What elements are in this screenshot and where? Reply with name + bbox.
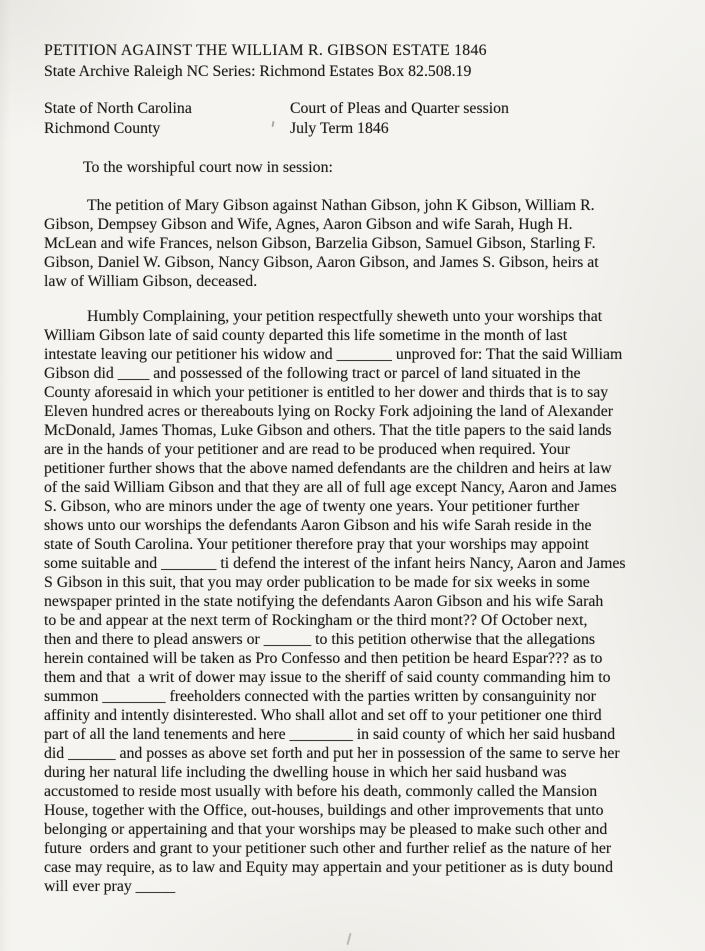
text-line: The petition of Mary Gibson against Nathan Gibson, john K Gibson, William R. xyxy=(87,197,595,214)
text-line: William Gibson late of said county departed this life sometime in the month of last xyxy=(44,327,568,344)
text-line: affinity and intently disinterested. Who shall allot and set off to your petitioner one third xyxy=(44,707,602,724)
text-line: McLean and wife Frances, nelson Gibson, Barzelia Gibson, Samuel Gibson, Starling F. xyxy=(44,235,596,252)
text-line: some suitable and _______ ti defend the interest of the infant heirs Nancy, Aaron and James xyxy=(44,555,626,572)
text-line: did ______ and posses as above set forth and put her in possession of the same to serve her xyxy=(44,745,620,762)
text-line: Gibson, Dempsey Gibson and Wife, Agnes, Aaron Gibson and wife Sarah, Hugh H. xyxy=(44,216,573,233)
text-line: future orders and grant to your petitioner such other and further relief as the nature of her xyxy=(44,840,612,857)
text-line: are in the hands of your petitioner and are read to be produced when required. Your xyxy=(44,441,570,458)
text-line: Humbly Complaining, your petition respectfully sheweth unto your worships that xyxy=(87,308,603,325)
text-line: McDonald, James Thomas, Luke Gibson and others. That the title papers to the said lands xyxy=(44,422,612,439)
text-line: will ever pray _____ xyxy=(44,878,176,895)
text-line: petitioner further shows that the above named defendants are the children and heirs at law xyxy=(44,460,612,477)
document-title: PETITION AGAINST THE WILLIAM R. GIBSON ESTATE 1846 xyxy=(44,42,487,59)
scan-artifact-tick xyxy=(346,933,351,945)
text-line: S Gibson in this suit, that you may order publication to be made for six weeks in some xyxy=(44,574,590,591)
text-line: House, together with the Office, out-houses, buildings and other improvements that unto xyxy=(44,802,604,819)
text-line: then and there to plead answers or ______ to this petition otherwise that the allegations xyxy=(44,631,596,648)
text-line: Richmond County xyxy=(44,120,161,137)
text-line: summon ________ freeholders connected with the parties written by consanguinity nor xyxy=(44,688,596,705)
salutation: To the worshipful court now in session: xyxy=(83,159,333,176)
text-line: accustomed to reside most usually with before his death, commonly called the Mansion xyxy=(44,783,598,800)
caption-court-term xyxy=(290,99,509,139)
text-line: newspaper printed in the state notifying the defendants Aaron Gibson and his wife Sarah xyxy=(44,593,604,610)
text-line: Court of Pleas and Quarter session xyxy=(290,100,509,117)
text-line: law of William Gibson, deceased. xyxy=(44,273,258,290)
text-line: them and that a writ of dower may issue to the sheriff of said county commanding him to xyxy=(44,669,611,686)
petition-body-paragraph xyxy=(44,307,667,896)
text-line: belonging or appertaining and that your worships may be pleased to make such other and xyxy=(44,821,608,838)
text-line: of the said William Gibson and that they are all of full age except Nancy, Aaron and James xyxy=(44,479,617,496)
archive-reference: State Archive Raleigh NC Series: Richmond Estates Box 82.508.19 xyxy=(44,63,472,80)
text-line: case may require, as to law and Equity may appertain and your petitioner as is duty bound xyxy=(44,859,613,876)
court-caption xyxy=(44,99,667,139)
text-line: Gibson, Daniel W. Gibson, Nancy Gibson, Aaron Gibson, and James S. Gibson, heirs at xyxy=(44,254,599,271)
text-line: during her natural life including the dwelling house in which her said husband was xyxy=(44,764,567,781)
petition-parties-paragraph xyxy=(44,196,667,291)
text-line: July Term 1846 xyxy=(290,120,389,137)
text-line: to be and appear at the next term of Rockingham or the third mont?? Of October next, xyxy=(44,612,588,629)
text-line: State of North Carolina xyxy=(44,100,192,117)
text-line: part of all the land tenements and here ________ in said county of which her said husband xyxy=(44,726,616,743)
caption-state-county xyxy=(44,99,290,139)
text-line: County aforesaid in which your petitioner is entitled to her dower and thirds that is to say xyxy=(44,384,609,401)
text-line: herein contained will be taken as Pro Confesso and then petition be heard Espar??? as to xyxy=(44,650,603,667)
text-line: state of South Carolina. Your petitioner therefore pray that your worships may appoint xyxy=(44,536,589,553)
text-line: Eleven hundred acres or thereabouts lying on Rocky Fork adjoining the land of Alexander xyxy=(44,403,613,420)
text-line: Gibson did ____ and possessed of the following tract or parcel of land situated in the xyxy=(44,365,581,382)
text-line: intestate leaving our petitioner his widow and _______ unproved for: That the said William xyxy=(44,346,623,363)
text-line: S. Gibson, who are minors under the age of twenty one years. Your petitioner further xyxy=(44,498,580,515)
document-header xyxy=(44,40,667,82)
text-line: shows unto our worships the defendants Aaron Gibson and his wife Sarah reside in the xyxy=(44,517,592,534)
